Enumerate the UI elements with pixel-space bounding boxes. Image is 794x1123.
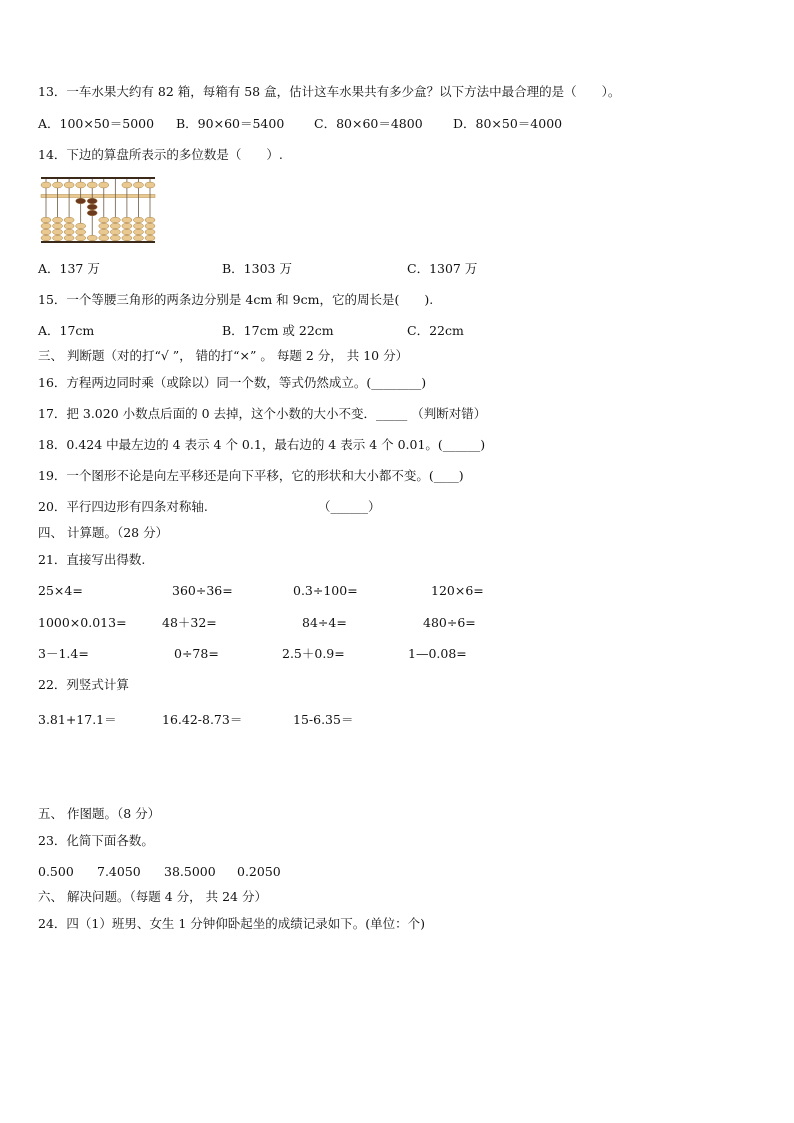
- section-6-heading: 六、 解决问题。（每题 4 分， 共 24 分）: [38, 889, 267, 904]
- abacus-bead: [64, 223, 74, 229]
- q14-option-a: A．137 万: [38, 261, 100, 276]
- abacus-bead: [122, 217, 132, 223]
- simplify-item: 0.500: [38, 864, 74, 879]
- calc-item: 1000×0.013=: [38, 615, 127, 630]
- abacus-bead: [53, 182, 63, 188]
- abacus-frame-bottom: [41, 241, 155, 243]
- abacus-bead: [64, 182, 74, 188]
- vertical-calc-item: 16.42-8.73＝: [162, 712, 243, 727]
- q13-option-a: A．100×50＝5000: [38, 116, 155, 131]
- section-4-heading: 四、 计算题。（28 分）: [38, 525, 169, 540]
- calc-item: 1—0.08=: [408, 646, 467, 661]
- q15-stem: 15．一个等腰三角形的两条边分别是 4cm 和 9cm，它的周长是( ).: [38, 292, 434, 307]
- q13-option-b: B．90×60＝5400: [176, 116, 285, 131]
- abacus-bead: [53, 217, 63, 223]
- abacus-bead: [76, 235, 86, 241]
- simplify-item: 38.5000: [164, 864, 216, 879]
- abacus-bead: [145, 182, 155, 188]
- calc-item: 84÷4=: [302, 615, 347, 630]
- abacus-bead: [99, 223, 109, 229]
- calc-item: 360÷36=: [172, 583, 233, 598]
- abacus-bead: [110, 223, 120, 229]
- abacus-bead: [133, 235, 143, 241]
- abacus-bead: [122, 182, 132, 188]
- abacus-bead: [87, 210, 97, 216]
- abacus-beam: [41, 195, 155, 198]
- abacus-bead: [76, 198, 86, 204]
- vertical-calc-item: 3.81+17.1＝: [38, 712, 117, 727]
- abacus-frame-top: [41, 177, 155, 179]
- abacus-bead: [41, 217, 51, 223]
- abacus-bead: [133, 217, 143, 223]
- q13-option-c: C．80×60＝4800: [314, 116, 423, 131]
- abacus-bead: [99, 229, 109, 235]
- q14-option-b: B．1303 万: [222, 261, 292, 276]
- section-3-heading: 三、 判断题（对的打“√ ”， 错的打“×” 。 每题 2 分， 共 10 分）: [38, 348, 409, 363]
- abacus-bead: [76, 182, 86, 188]
- q16-text: 16．方程两边同时乘（或除以）同一个数，等式仍然成立。(________): [38, 375, 427, 390]
- q15-option-a: A．17cm: [38, 323, 95, 338]
- abacus-bead: [133, 223, 143, 229]
- q15-option-b: B．17cm 或 22cm: [222, 323, 334, 338]
- abacus-bead: [87, 235, 97, 241]
- abacus-bead: [64, 229, 74, 235]
- abacus-bead: [99, 182, 109, 188]
- abacus-bead: [41, 229, 51, 235]
- abacus-bead: [110, 217, 120, 223]
- q20-answer-blank: （______）: [318, 499, 381, 514]
- abacus-bead: [122, 223, 132, 229]
- simplify-item: 0.2050: [237, 864, 281, 879]
- q14-stem: 14．下边的算盘所表示的多位数是（ ）.: [38, 147, 283, 162]
- calc-item: 120×6=: [431, 583, 484, 598]
- section-5-heading: 五、 作图题。（8 分）: [38, 806, 161, 821]
- abacus-bead: [122, 229, 132, 235]
- abacus-bead: [133, 229, 143, 235]
- abacus-bead: [99, 217, 109, 223]
- abacus-bead: [53, 229, 63, 235]
- abacus-bead: [53, 235, 63, 241]
- abacus-bead: [41, 182, 51, 188]
- q18-text: 18．0.424 中最左边的 4 表示 4 个 0.1，最右边的 4 表示 4 个 0.01。(______): [38, 437, 486, 452]
- q14-option-c: C．1307 万: [407, 261, 478, 276]
- abacus-bead: [122, 235, 132, 241]
- calc-item: 0÷78=: [174, 646, 219, 661]
- abacus-bead: [76, 223, 86, 229]
- abacus-bead: [64, 217, 74, 223]
- abacus-bead: [110, 229, 120, 235]
- abacus-bead: [41, 235, 51, 241]
- q23-stem: 23．化简下面各数。: [38, 833, 154, 848]
- q22-stem: 22．列竖式计算: [38, 677, 129, 692]
- q24-text: 24．四（1）班男、女生 1 分钟仰卧起坐的成绩记录如下。(单位：个): [38, 916, 426, 931]
- abacus-bead: [145, 223, 155, 229]
- abacus-bead: [87, 198, 97, 204]
- abacus-bead: [99, 235, 109, 241]
- calc-item: 480÷6=: [423, 615, 476, 630]
- q19-text: 19．一个图形不论是向左平移还是向下平移，它的形状和大小都不变。(____): [38, 468, 464, 483]
- calc-item: 48＋32=: [162, 615, 217, 630]
- q21-stem: 21．直接写出得数.: [38, 552, 146, 567]
- abacus-image: [40, 176, 156, 244]
- q17-text: 17．把 3.020 小数点后面的 0 去掉，这个小数的大小不变．_____ （判断对错）: [38, 406, 487, 421]
- vertical-calc-item: 15-6.35＝: [293, 712, 354, 727]
- q15-option-c: C．22cm: [407, 323, 464, 338]
- calc-item: 3－1.4=: [38, 646, 89, 661]
- q13-stem: 13．一车水果大约有 82 箱，每箱有 58 盒，估计这车水果共有多少盒？以下方法中最合理的是（ ）。: [38, 84, 621, 99]
- abacus-bead: [145, 229, 155, 235]
- simplify-item: 7.4050: [97, 864, 141, 879]
- abacus-bead: [64, 235, 74, 241]
- q20-text: 20．平行四边形有四条对称轴.: [38, 499, 208, 514]
- abacus-bead: [110, 235, 120, 241]
- abacus-bead: [87, 204, 97, 210]
- abacus-bead: [53, 223, 63, 229]
- calc-item: 0.3÷100=: [293, 583, 358, 598]
- abacus-bead: [87, 182, 97, 188]
- q13-option-d: D．80×50＝4000: [453, 116, 563, 131]
- abacus-bead: [145, 217, 155, 223]
- calc-item: 2.5＋0.9=: [282, 646, 345, 661]
- calc-item: 25×4=: [38, 583, 83, 598]
- abacus-bead: [133, 182, 143, 188]
- abacus-bead: [41, 223, 51, 229]
- abacus-bead: [145, 235, 155, 241]
- abacus-bead: [76, 229, 86, 235]
